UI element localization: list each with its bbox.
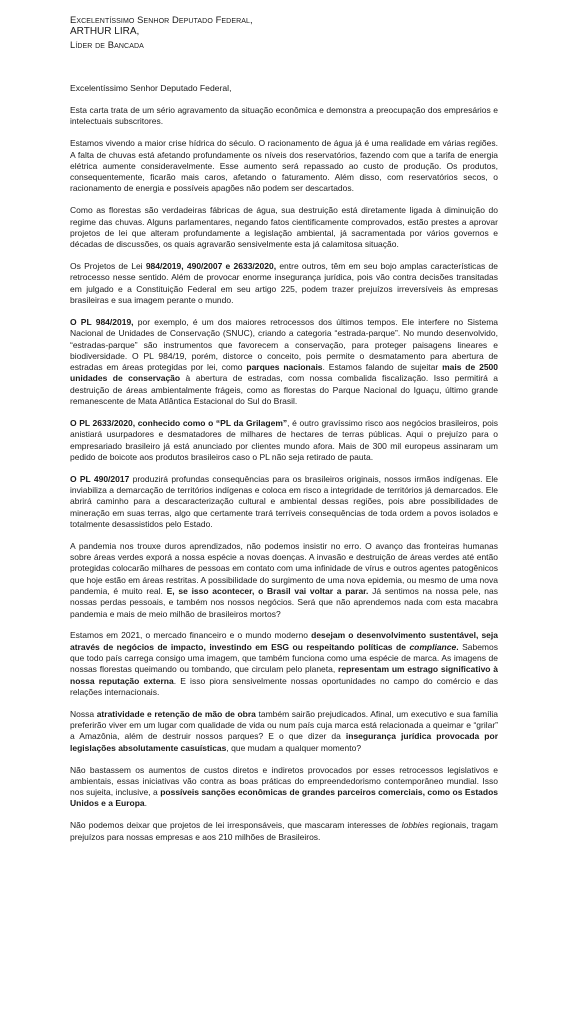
paragraph-text: Nossa [70, 708, 97, 719]
emphasis-text: O PL 984/2019, [70, 316, 134, 327]
emphasis-text: . [456, 641, 459, 652]
paragraph-text: , é outro gravíssimo risco aos negócios brasileiros, pois anistiará usurpadores e desmatadores de milhares de hectares de terras públicas. Aqui o prejuízo para o empresariado brasileiro já está anunciado por clientes mundo afora. Mais de 300 mil europeus assinaram um pedido de boicote aos produtos brasileiros caso o PL não seja retirado de pauta. [70, 417, 498, 462]
emphasis-text: desejam o desenvolvimento sustentável, seja através de negócios de impacto, investindo em ESG ou respeitando políticas de [70, 630, 499, 652]
body-paragraph [70, 138, 498, 194]
body-paragraph [70, 474, 498, 530]
body-paragraph [70, 541, 498, 620]
emphasis-text: O PL 490/2017 [70, 473, 130, 484]
emphasis-text: insegurança jurídica provocada por legislações absolutamente casuísticas [70, 731, 498, 753]
paragraph-text: Não bastassem os aumentos de custos diretos e indiretos provocados por esses retrocessos legislativos e ambientais, essas iniciativas vão contra as boas práticas do empreendedorismo contemporâneo mundial. Isso nos sujeita, inclusive, a [70, 764, 498, 798]
emphasis-text: possíveis sanções econômicas de grandes parceiros comerciais, como os Estados Unidos e a Europa [70, 787, 498, 809]
body-paragraph [70, 418, 498, 463]
header-addressee-role: Líder de Bancada [70, 38, 144, 50]
body-paragraph [70, 105, 498, 128]
paragraph-text: também sairão prejudicados. Afinal, um executivo e sua família preferirão viver em um lugar com qualidade de vida ou num país cuja marca está relacionada a queimar e “grilar” a Amazônia, além de destruir nossos parques? E o que dizer da [70, 708, 498, 742]
paragraph-text: . Estamos falando de sujeitar [322, 362, 443, 373]
emphasis-text: compliance [409, 641, 457, 652]
paragraph-text: , que mudam a qualquer momento? [226, 742, 362, 753]
emphasis-text: mais de 2500 unidades de conservação [70, 362, 499, 384]
paragraph-text: Sabemos que todo país carrega consigo uma imagem, que também funciona como uma espécie de marca. As imagens de nossas florestas queimando ou tombando, que circulam pelo planeta, [70, 641, 498, 675]
body-paragraph [70, 261, 498, 306]
emphasis-text: 984/2019, 490/2007 e 2633/2020, [145, 261, 277, 272]
paragraph-text: A pandemia nos trouxe duros aprendizados, não podemos insistir no erro. O avanço das fronteiras humanas sobre áreas verdes exporá a nossa espécie a novas doenças. A invasão e destruição de áreas verdes até então protegidas colocarão milhares de pessoas em contato com uma infinidade de vírus e outros agentes patogênicos que hoje estão em áreas restritas. A possibilidade do surgimento de uma nova epidemia, ou mesmo de uma nova pandemia, é muito real. [70, 540, 498, 596]
emphasis-text: atratividade e retenção de mão de obra [96, 708, 256, 719]
body-paragraph [70, 820, 498, 843]
paragraph-text: Como as florestas são verdadeiras fábricas de água, sua destruição está diretamente ligada à diminuição do regime das chuvas. Alguns parlamentares, negando fatos cientificamente comprovados, estão prestes a aprovar projetos de lei que alteram profundamente a legislação ambiental, já sacramentada por vários governos e décadas de discussões, os quais agravarão sensivelmente esta já calamitosa situação. [70, 205, 498, 250]
paragraph-text: Não podemos deixar que projetos de lei irresponsáveis, que mascaram interesses de [70, 820, 402, 831]
paragraph-text: Já sentimos na nossa pele, nas nossas perdas pessoais, e também nos nossos negócios. Será que não aprendemos nada com esta macabra pandemia e mais de meio milhão de brasileiros mortos? [70, 585, 498, 619]
salutation: Excelentíssimo Senhor Deputado Federal, [70, 83, 232, 94]
body-paragraph [70, 317, 498, 407]
body-paragraph [70, 630, 498, 698]
paragraph-text: Esta carta trata de um sério agravamento da situação econômica e demonstra a preocupação dos empresários e intelectuais subscritores. [70, 105, 498, 127]
paragraph-text: Os Projetos de Lei [70, 261, 146, 272]
paragraph-text: . [144, 798, 147, 809]
letter-header [70, 14, 498, 51]
paragraph-text: à abertura de estradas, com nossa combalida fiscalização. Isso permitirá a destruição de áreas ambientalmente frágeis, como as florestas do Parque Nacional do Iguaçu, último grande remanescente de Mata Atlântica Estacional do Sul do Brasil. [70, 373, 498, 407]
italic-text: lobbies [401, 820, 429, 831]
paragraph-text: Estamos vivendo a maior crise hídrica do século. O racionamento de água já é uma realidade em várias regiões. A falta de chuvas está afetando profundamente os níveis dos reservatórios, fazendo com que a tarifa de energia elétrica aumente consideravelmente. Esse aumento será repassado ao custo de produção. Os produtos, consequentemente, ficarão mais caros, afetando o faturamento. Além disso, com reservatórios secos, o racionamento de energia e possíveis apagões não podem ser descartados. [70, 138, 498, 194]
emphasis-text: representam um estrago significativo à nossa reputação externa [70, 664, 499, 686]
header-addressee-name: ARTHUR LIRA, [70, 26, 140, 38]
paragraph-text: por exemplo, é um dos maiores retrocessos dos últimos tempos. Ele interfere no Sistema Nacional de Unidades de Conservação (SNUC), criando a categoria “estrada-parque”. No mundo desenvolvido, “estradas-parque” são instrumentos que favorecem a conservação, para proteger paisagens lineares e biodiversidade. O PL 984/19, porém, distorce o conceito, pois permite o desmatamento para abertura de estradas em áreas protegidas por lei, como [70, 316, 499, 373]
letter-body [70, 105, 498, 843]
body-paragraph [70, 709, 498, 754]
emphasis-text: parques nacionais [246, 362, 323, 373]
letter-page [70, 14, 498, 843]
header-addressee-title: Excelentíssimo Senhor Deputado Federal, [70, 14, 253, 25]
emphasis-text: E, se isso acontecer, o Brasil vai voltar a parar. [166, 585, 369, 596]
paragraph-text: . E isso piora sensivelmente nossas oportunidades no campo do comércio e das relações internacionais. [70, 675, 498, 697]
emphasis-text: O PL 2633/2020, conhecido como o “PL da Grilagem” [70, 417, 288, 428]
paragraph-text: produzirá profundas consequências para os brasileiros originais, nossos irmãos indígenas. Ele inviabiliza a demarcação de territórios indígenas e coloca em risco a integridade de territórios já demarcados. Ele abrirá caminho para a descaracterização cultural e ambiental dessas regiões, pois abre possibilidades de mineração em suas terras, algo que certamente trará terríveis consequências de toda ordem a povos isolados e totalmente desassistidos pelo Estado. [70, 473, 498, 529]
body-paragraph [70, 765, 498, 810]
paragraph-text: entre outros, têm em seu bojo amplas características de retrocesso nesse sentido. Além de provocar enorme insegurança jurídica, pois vão contra decisões transitadas em julgado e a Constituição Federal em seu artigo 225, podem trazer prejuízos irreversíveis às empresas brasileiras e sua imagem perante o mundo. [70, 261, 499, 306]
paragraph-text: Estamos em 2021, o mercado financeiro e o mundo moderno [70, 630, 312, 641]
body-paragraph [70, 205, 498, 250]
paragraph-text: regionais, tragam prejuízos para nossas empresas e aos 210 milhões de Brasileiros. [70, 820, 498, 842]
